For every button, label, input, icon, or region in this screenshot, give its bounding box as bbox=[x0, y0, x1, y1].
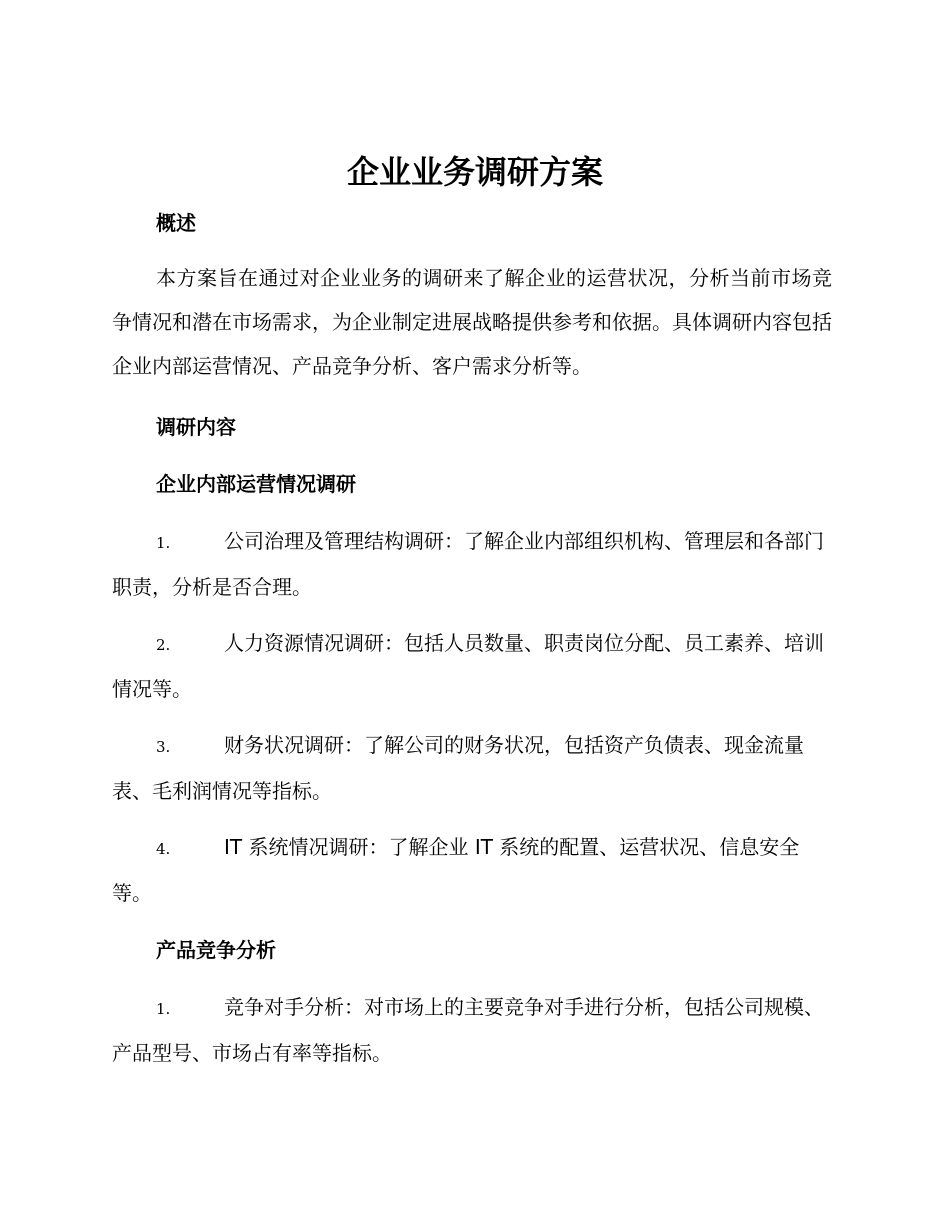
list-item-number: 1. bbox=[156, 1000, 171, 1018]
list-item bbox=[112, 621, 832, 711]
list-item-text: 竞争对手分析：对市场上的主要竞争对手进行分析，包括公司规模、产品型号、市场占有率等指标。 bbox=[112, 995, 824, 1065]
list-item-number: 4. bbox=[156, 840, 171, 858]
document-title: 企业业务调研方案 bbox=[346, 153, 603, 191]
internal-operations-heading: 企业内部运营情况调研 bbox=[156, 472, 356, 496]
list-item-text: 公司治理及管理结构调研：了解企业内部组织机构、管理层和各部门职责，分析是否合理。 bbox=[112, 529, 824, 599]
list-item-number: 3. bbox=[156, 738, 171, 756]
list-item bbox=[112, 985, 832, 1075]
list-item-text: 人力资源情况调研：包括人员数量、职责岗位分配、员工素养、培训情况等。 bbox=[112, 631, 824, 701]
overview-heading: 概述 bbox=[156, 211, 196, 235]
list-item-text: 财务状况调研：了解公司的财务状况，包括资产负债表、现金流量表、毛利润情况等指标。 bbox=[112, 733, 804, 803]
list-item bbox=[112, 723, 832, 813]
list-item-number: 1. bbox=[156, 534, 171, 552]
list-item-text: IT 系统情况调研：了解企业 IT 系统的配置、运营状况、信息安全等。 bbox=[112, 835, 800, 905]
overview-paragraph: 本方案旨在通过对企业业务的调研来了解企业的运营状况，分析当前市场竞争情况和潜在市场需求，为企业制定进展战略提供参考和依据。具体调研内容包括企业内部运营情况、产品竞争分析、客户需求分析等。 bbox=[112, 266, 832, 378]
list-item-number: 2. bbox=[156, 636, 171, 654]
content-heading: 调研内容 bbox=[156, 415, 236, 439]
product-competition-heading: 产品竞争分析 bbox=[156, 938, 276, 962]
list-item bbox=[112, 519, 832, 609]
list-item bbox=[112, 825, 832, 915]
